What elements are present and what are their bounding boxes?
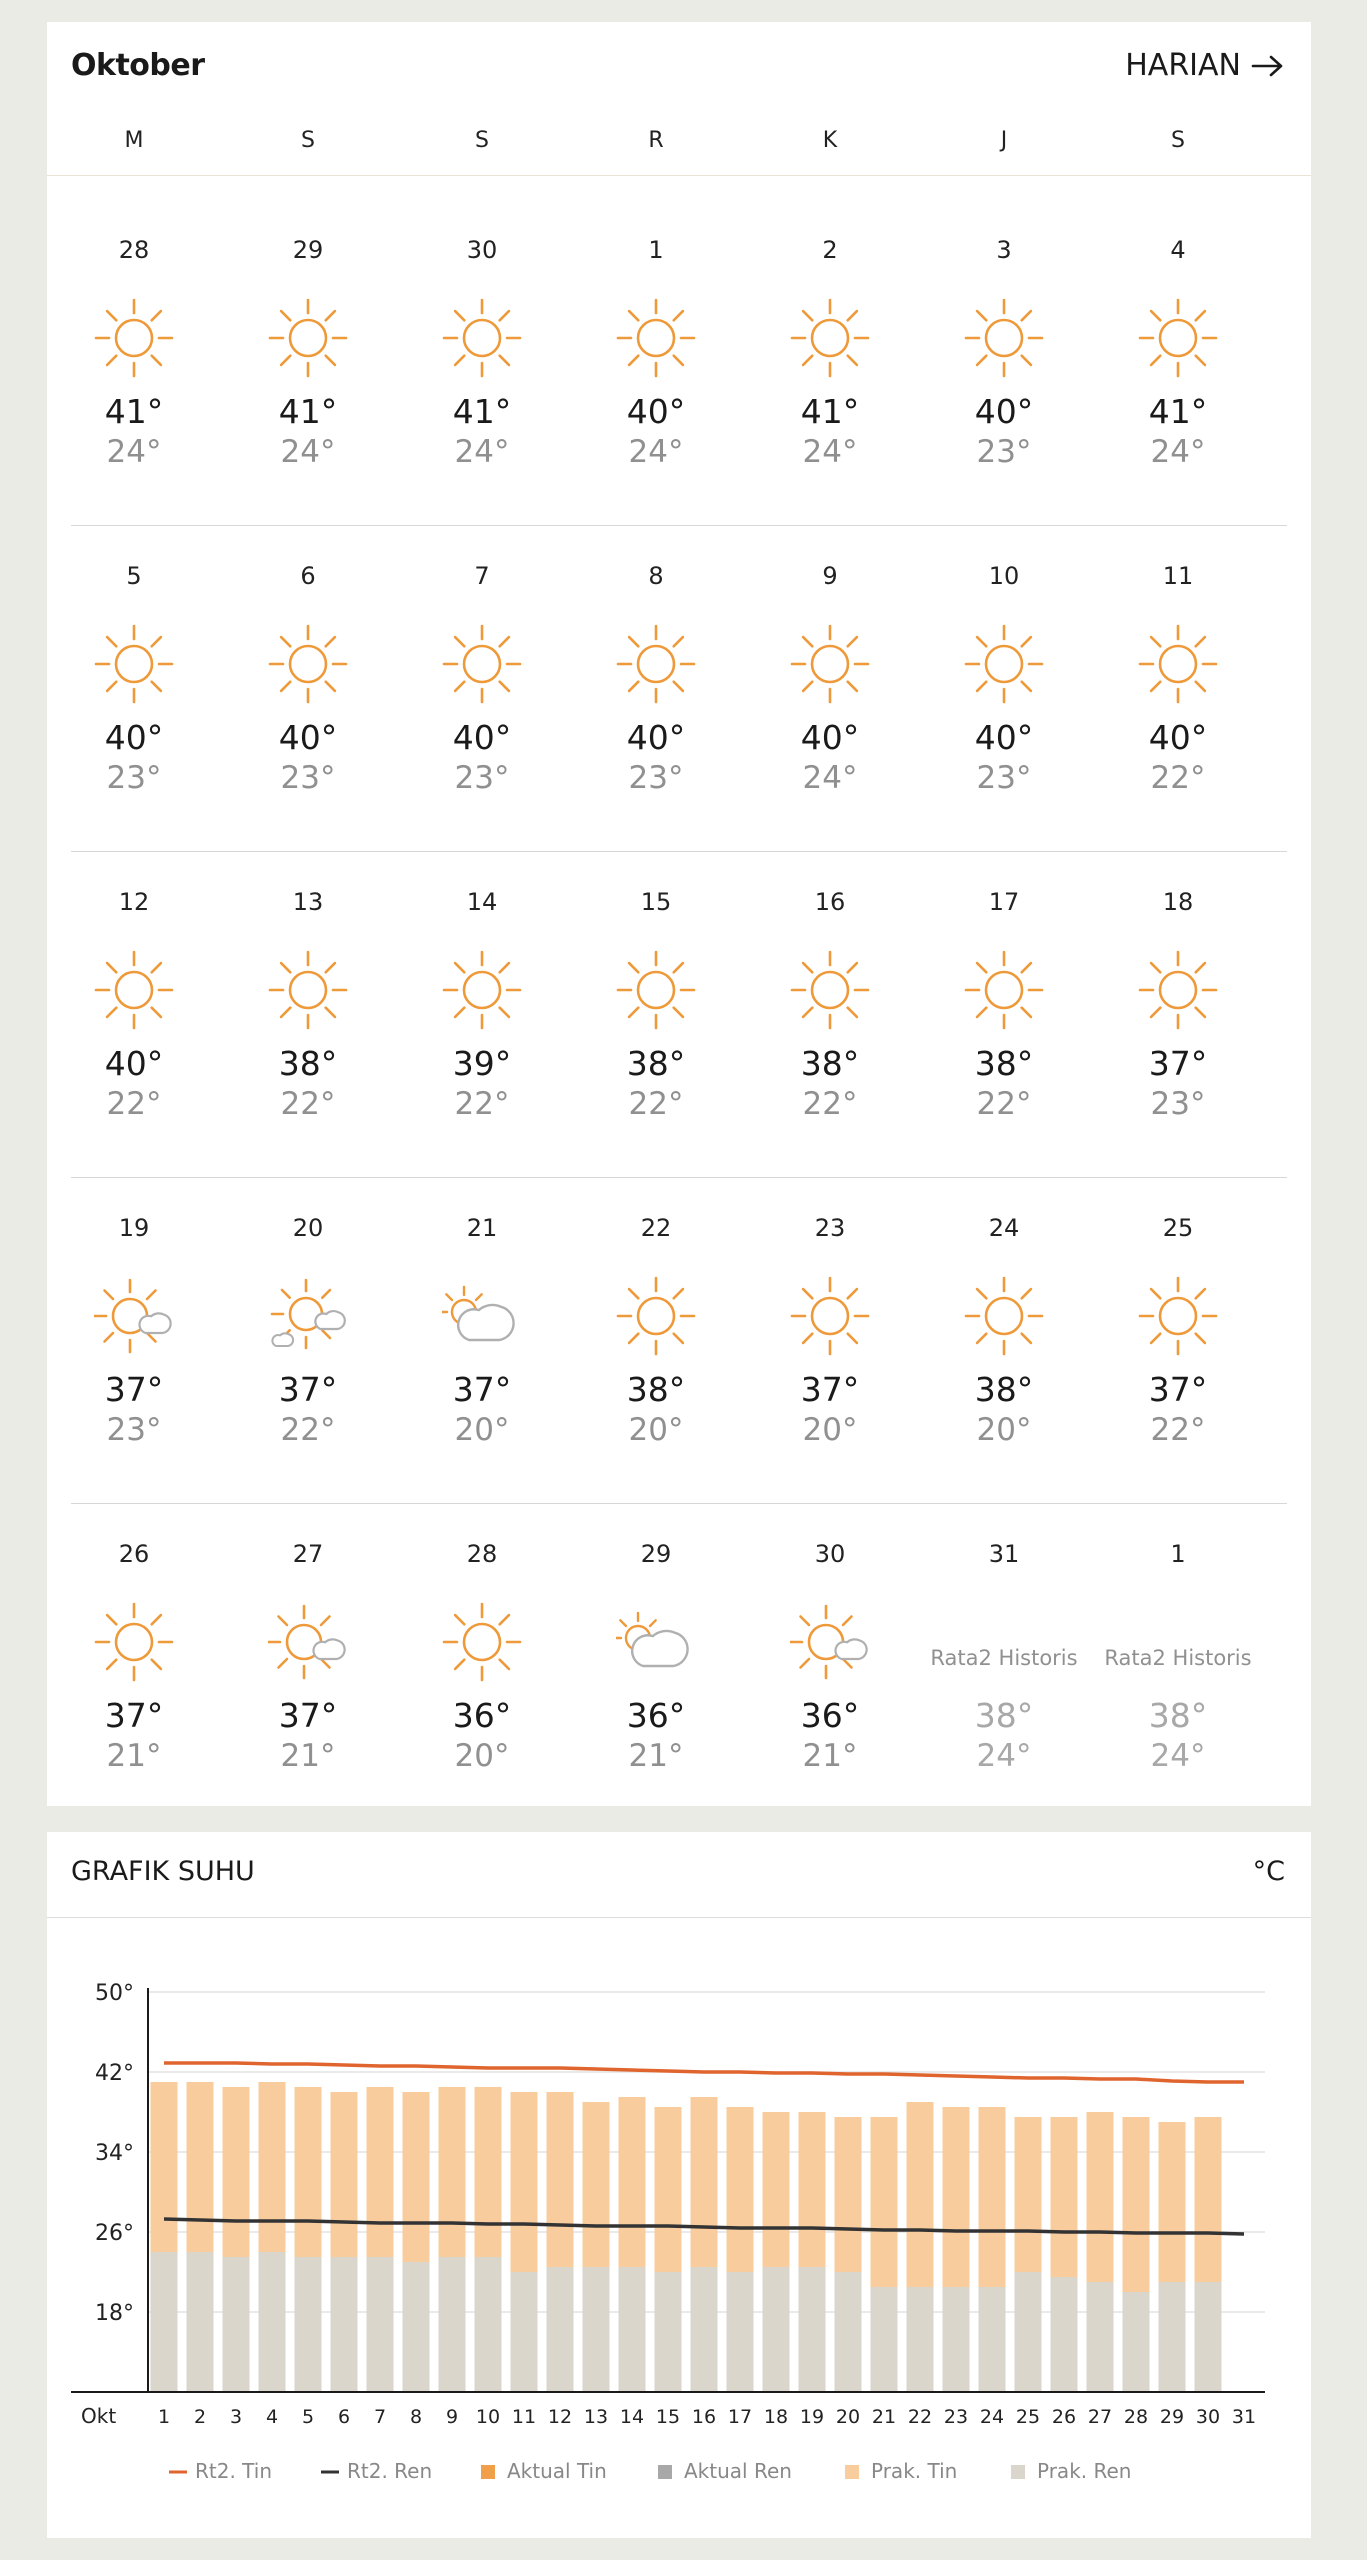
cloudy-icon bbox=[442, 1276, 522, 1356]
low-temp: 24° bbox=[1150, 434, 1206, 470]
y-tick-label: 18° bbox=[95, 2301, 134, 2326]
high-temp: 40° bbox=[974, 392, 1034, 431]
high-temp: 37° bbox=[104, 1370, 164, 1409]
high-temp: 38° bbox=[278, 1044, 338, 1083]
day-cell[interactable] bbox=[221, 1178, 395, 1504]
day-cell[interactable] bbox=[395, 526, 569, 852]
day-number: 18 bbox=[1162, 888, 1194, 916]
low-temp: 22° bbox=[1150, 760, 1206, 796]
low-temp: 22° bbox=[106, 1086, 162, 1122]
x-tick-label: 20 bbox=[835, 2406, 861, 2428]
y-tick-label: 34° bbox=[95, 2141, 134, 2166]
x-tick-label: 24 bbox=[979, 2406, 1005, 2428]
high-temp: 41° bbox=[104, 392, 164, 431]
daily-link-label: HARIAN bbox=[1125, 48, 1241, 83]
day-cell[interactable] bbox=[569, 200, 743, 526]
x-tick-label: 13 bbox=[583, 2406, 609, 2428]
low-temp: 24° bbox=[802, 760, 858, 796]
legend-label: Prak. Tin bbox=[871, 2459, 958, 2483]
forecast-low-bar bbox=[727, 2272, 754, 2392]
day-number: 30 bbox=[814, 1540, 846, 1568]
x-tick-label: 18 bbox=[763, 2406, 789, 2428]
day-number: 25 bbox=[1162, 1214, 1194, 1242]
day-cell[interactable] bbox=[395, 200, 569, 526]
x-tick-label: 17 bbox=[727, 2406, 753, 2428]
day-number: 26 bbox=[118, 1540, 150, 1568]
low-temp: 20° bbox=[454, 1412, 510, 1448]
sun-icon bbox=[268, 298, 348, 378]
forecast-low-bar bbox=[403, 2262, 430, 2392]
high-temp: 37° bbox=[278, 1370, 338, 1409]
forecast-low-bar bbox=[691, 2267, 718, 2392]
sun-icon bbox=[442, 624, 522, 704]
forecast-low-bar bbox=[619, 2267, 646, 2392]
x-tick-label: 31 bbox=[1231, 2406, 1257, 2428]
x-tick-label: 15 bbox=[655, 2406, 681, 2428]
low-temp: 23° bbox=[976, 434, 1032, 470]
forecast-low-bar bbox=[1051, 2277, 1078, 2392]
high-temp: 40° bbox=[626, 392, 686, 431]
day-number: 23 bbox=[814, 1214, 846, 1242]
day-number: 20 bbox=[292, 1214, 324, 1242]
legend-label: Rt2. Tin bbox=[195, 2459, 273, 2483]
high-temp: 37° bbox=[278, 1696, 338, 1735]
high-temp: 38° bbox=[626, 1044, 686, 1083]
high-temp: 38° bbox=[974, 1696, 1034, 1735]
high-temp: 40° bbox=[452, 718, 512, 757]
sun-icon bbox=[442, 1602, 522, 1682]
x-tick-label: 14 bbox=[619, 2406, 645, 2428]
forecast-low-bar bbox=[583, 2267, 610, 2392]
low-temp: 22° bbox=[976, 1086, 1032, 1122]
unit-toggle[interactable]: °C bbox=[1252, 1856, 1285, 1887]
high-temp: 36° bbox=[626, 1696, 686, 1735]
day-number: 29 bbox=[292, 236, 324, 264]
day-number: 5 bbox=[126, 562, 142, 590]
legend-swatch bbox=[658, 2465, 672, 2479]
sun-cloud-icon bbox=[790, 1602, 870, 1682]
chart-header bbox=[47, 1832, 1311, 1918]
day-cell[interactable] bbox=[1091, 200, 1265, 526]
day-cell[interactable] bbox=[569, 1504, 743, 1830]
day-number: 31 bbox=[988, 1540, 1020, 1568]
weekday-label: M bbox=[124, 128, 144, 153]
high-temp: 38° bbox=[800, 1044, 860, 1083]
day-cell[interactable] bbox=[1091, 1504, 1265, 1830]
low-temp: 24° bbox=[976, 1738, 1032, 1774]
calendar-week-row bbox=[47, 526, 1311, 852]
day-cell[interactable] bbox=[917, 1504, 1091, 1830]
x-tick-label: 6 bbox=[337, 2406, 351, 2428]
forecast-low-bar bbox=[799, 2267, 826, 2392]
low-temp: 23° bbox=[106, 760, 162, 796]
x-tick-label: 8 bbox=[409, 2406, 423, 2428]
legend-label: Prak. Ren bbox=[1037, 2459, 1132, 2483]
low-temp: 24° bbox=[454, 434, 510, 470]
forecast-low-bar bbox=[187, 2252, 214, 2392]
low-temp: 22° bbox=[1150, 1412, 1206, 1448]
chart-title: GRAFIK SUHU bbox=[71, 1856, 255, 1887]
day-number: 24 bbox=[988, 1214, 1020, 1242]
sun-icon bbox=[1138, 298, 1218, 378]
low-temp: 24° bbox=[280, 434, 336, 470]
high-temp: 37° bbox=[104, 1696, 164, 1735]
high-temp: 37° bbox=[800, 1370, 860, 1409]
day-number: 30 bbox=[466, 236, 498, 264]
high-temp: 37° bbox=[1148, 1044, 1208, 1083]
day-number: 15 bbox=[640, 888, 672, 916]
low-temp: 20° bbox=[976, 1412, 1032, 1448]
low-temp: 23° bbox=[280, 760, 336, 796]
sun-icon bbox=[964, 950, 1044, 1030]
low-temp: 21° bbox=[106, 1738, 162, 1774]
forecast-low-bar bbox=[367, 2257, 394, 2392]
forecast-low-bar bbox=[943, 2287, 970, 2392]
day-cell[interactable] bbox=[743, 526, 917, 852]
x-tick-label: 7 bbox=[373, 2406, 387, 2428]
day-cell[interactable] bbox=[743, 1504, 917, 1830]
high-temp: 39° bbox=[452, 1044, 512, 1083]
day-number: 1 bbox=[1170, 1540, 1186, 1568]
forecast-low-bar bbox=[151, 2252, 178, 2392]
day-number: 10 bbox=[988, 562, 1020, 590]
sun-icon bbox=[616, 298, 696, 378]
day-cell[interactable] bbox=[743, 852, 917, 1178]
day-number: 14 bbox=[466, 888, 498, 916]
day-cell[interactable] bbox=[47, 852, 221, 1178]
x-tick-label: 21 bbox=[871, 2406, 897, 2428]
x-tick-label: 4 bbox=[265, 2406, 279, 2428]
sun-icon bbox=[94, 298, 174, 378]
x-tick-label: 12 bbox=[547, 2406, 573, 2428]
forecast-low-bar bbox=[763, 2267, 790, 2392]
low-temp: 20° bbox=[454, 1738, 510, 1774]
legend-label: Rt2. Ren bbox=[347, 2459, 433, 2483]
forecast-low-bar bbox=[655, 2272, 682, 2392]
low-temp: 23° bbox=[106, 1412, 162, 1448]
historical-average-label: Rata2 Historis bbox=[930, 1646, 1078, 1670]
weekday-header-row bbox=[47, 122, 1311, 176]
arrow-right-icon bbox=[1251, 54, 1285, 78]
sun-icon bbox=[442, 950, 522, 1030]
high-temp: 38° bbox=[974, 1044, 1034, 1083]
day-number: 27 bbox=[292, 1540, 324, 1568]
forecast-low-bar bbox=[871, 2287, 898, 2392]
day-cell[interactable] bbox=[47, 1178, 221, 1504]
weekday-label: R bbox=[648, 128, 664, 153]
day-number: 6 bbox=[300, 562, 316, 590]
day-cell[interactable] bbox=[569, 526, 743, 852]
day-cell[interactable] bbox=[743, 200, 917, 526]
temperature-chart bbox=[47, 1918, 1311, 2538]
sun-icon bbox=[94, 624, 174, 704]
day-cell[interactable] bbox=[917, 526, 1091, 852]
day-cell[interactable] bbox=[395, 852, 569, 1178]
high-temp: 40° bbox=[800, 718, 860, 757]
x-tick-label: 19 bbox=[799, 2406, 825, 2428]
y-tick-label: 42° bbox=[95, 2061, 134, 2086]
legend-swatch bbox=[845, 2465, 859, 2479]
calendar-week-row bbox=[47, 852, 1311, 1178]
low-temp: 21° bbox=[280, 1738, 336, 1774]
calendar-week-row bbox=[47, 1178, 1311, 1504]
y-tick-label: 50° bbox=[95, 1981, 134, 2006]
sun-icon bbox=[1138, 950, 1218, 1030]
legend-label: Aktual Tin bbox=[507, 2459, 607, 2483]
sun-icon bbox=[94, 1602, 174, 1682]
x-tick-label: 25 bbox=[1015, 2406, 1041, 2428]
low-temp: 22° bbox=[628, 1086, 684, 1122]
day-number: 28 bbox=[118, 236, 150, 264]
legend-swatch bbox=[481, 2465, 495, 2479]
day-number: 28 bbox=[466, 1540, 498, 1568]
sun-icon bbox=[616, 1276, 696, 1356]
calendar-header bbox=[47, 22, 1311, 112]
x-tick-label: 2 bbox=[193, 2406, 207, 2428]
weekday-label: K bbox=[822, 128, 838, 153]
high-temp: 36° bbox=[800, 1696, 860, 1735]
low-temp: 24° bbox=[802, 434, 858, 470]
forecast-low-bar bbox=[331, 2257, 358, 2392]
sun-cloud-icon bbox=[268, 1602, 348, 1682]
x-tick-label: 28 bbox=[1123, 2406, 1149, 2428]
day-cell[interactable] bbox=[221, 1504, 395, 1830]
sun-icon bbox=[790, 950, 870, 1030]
sun-icon bbox=[964, 298, 1044, 378]
low-temp: 23° bbox=[628, 760, 684, 796]
forecast-low-bar bbox=[295, 2257, 322, 2392]
day-cell[interactable] bbox=[395, 1178, 569, 1504]
temperature-chart-card bbox=[47, 1832, 1311, 2538]
low-temp: 20° bbox=[802, 1412, 858, 1448]
forecast-low-bar bbox=[1087, 2282, 1114, 2392]
low-temp: 23° bbox=[454, 760, 510, 796]
day-number: 2 bbox=[822, 236, 838, 264]
day-cell[interactable] bbox=[221, 852, 395, 1178]
high-temp: 41° bbox=[452, 392, 512, 431]
legend-label: Aktual Ren bbox=[684, 2459, 792, 2483]
day-number: 17 bbox=[988, 888, 1020, 916]
high-temp: 41° bbox=[1148, 392, 1208, 431]
sun-icon bbox=[1138, 1276, 1218, 1356]
low-temp: 24° bbox=[1150, 1738, 1206, 1774]
high-temp: 40° bbox=[104, 718, 164, 757]
day-number: 21 bbox=[466, 1214, 498, 1242]
high-temp: 38° bbox=[1148, 1696, 1208, 1735]
x-tick-label: 16 bbox=[691, 2406, 717, 2428]
day-cell[interactable] bbox=[917, 200, 1091, 526]
sun-cloud-icon bbox=[94, 1276, 174, 1356]
historical-average-label: Rata2 Historis bbox=[1104, 1646, 1252, 1670]
forecast-low-bar bbox=[511, 2272, 538, 2392]
low-temp: 24° bbox=[628, 434, 684, 470]
forecast-low-bar bbox=[1123, 2292, 1150, 2392]
weekday-label: S bbox=[301, 128, 315, 153]
sun-icon bbox=[790, 624, 870, 704]
day-cell[interactable] bbox=[569, 852, 743, 1178]
day-cell[interactable] bbox=[917, 852, 1091, 1178]
day-cell[interactable] bbox=[221, 526, 395, 852]
high-temp: 40° bbox=[1148, 718, 1208, 757]
sun-icon bbox=[268, 624, 348, 704]
weekday-label: S bbox=[1171, 128, 1185, 153]
high-temp: 37° bbox=[452, 1370, 512, 1409]
forecast-low-bar bbox=[259, 2252, 286, 2392]
low-temp: 22° bbox=[280, 1412, 336, 1448]
low-temp: 21° bbox=[628, 1738, 684, 1774]
forecast-low-bar bbox=[547, 2267, 574, 2392]
low-temp: 21° bbox=[802, 1738, 858, 1774]
low-temp: 22° bbox=[454, 1086, 510, 1122]
low-temp: 23° bbox=[976, 760, 1032, 796]
x-tick-label: 26 bbox=[1051, 2406, 1077, 2428]
cloudy-icon bbox=[616, 1602, 696, 1682]
low-temp: 24° bbox=[106, 434, 162, 470]
low-temp: 22° bbox=[280, 1086, 336, 1122]
day-cell[interactable] bbox=[569, 1178, 743, 1504]
x-tick-label: 1 bbox=[157, 2406, 171, 2428]
high-temp: 37° bbox=[1148, 1370, 1208, 1409]
sun-icon bbox=[790, 1276, 870, 1356]
day-cell[interactable] bbox=[395, 1504, 569, 1830]
y-tick-label: 26° bbox=[95, 2221, 134, 2246]
x-tick-label: 30 bbox=[1195, 2406, 1221, 2428]
high-temp: 41° bbox=[800, 392, 860, 431]
forecast-low-bar bbox=[223, 2257, 250, 2392]
day-number: 12 bbox=[118, 888, 150, 916]
day-number: 22 bbox=[640, 1214, 672, 1242]
x-tick-label: 5 bbox=[301, 2406, 315, 2428]
sun-icon bbox=[964, 1276, 1044, 1356]
day-number: 29 bbox=[640, 1540, 672, 1568]
x-tick-label: 23 bbox=[943, 2406, 969, 2428]
day-number: 11 bbox=[1162, 562, 1194, 590]
low-temp: 20° bbox=[628, 1412, 684, 1448]
forecast-low-bar bbox=[979, 2287, 1006, 2392]
high-temp: 40° bbox=[974, 718, 1034, 757]
day-number: 7 bbox=[474, 562, 490, 590]
x-tick-label: 29 bbox=[1159, 2406, 1185, 2428]
high-temp: 41° bbox=[278, 392, 338, 431]
sun-icon bbox=[1138, 624, 1218, 704]
day-number: 13 bbox=[292, 888, 324, 916]
x-tick-label: 22 bbox=[907, 2406, 933, 2428]
day-cell[interactable] bbox=[221, 200, 395, 526]
monthly-calendar-card bbox=[47, 22, 1311, 1806]
high-temp: 38° bbox=[626, 1370, 686, 1409]
day-cell[interactable] bbox=[1091, 1178, 1265, 1504]
calendar-week-row bbox=[47, 200, 1311, 526]
day-number: 9 bbox=[822, 562, 838, 590]
day-number: 1 bbox=[648, 236, 664, 264]
weekday-label: J bbox=[1000, 128, 1008, 153]
low-temp: 22° bbox=[802, 1086, 858, 1122]
sun-icon bbox=[616, 950, 696, 1030]
day-number: 19 bbox=[118, 1214, 150, 1242]
forecast-low-bar bbox=[439, 2257, 466, 2392]
day-cell[interactable] bbox=[47, 1504, 221, 1830]
x-tick-label: 3 bbox=[229, 2406, 243, 2428]
calendar-week-row bbox=[47, 1504, 1311, 1830]
forecast-low-bar bbox=[1159, 2282, 1186, 2392]
high-temp: 36° bbox=[452, 1696, 512, 1735]
forecast-low-bar bbox=[835, 2272, 862, 2392]
day-number: 8 bbox=[648, 562, 664, 590]
forecast-low-bar bbox=[475, 2257, 502, 2392]
sun-clouds-icon bbox=[268, 1276, 348, 1356]
x-tick-label: 9 bbox=[445, 2406, 459, 2428]
sun-icon bbox=[94, 950, 174, 1030]
sun-icon bbox=[442, 298, 522, 378]
day-cell[interactable] bbox=[1091, 526, 1265, 852]
forecast-low-bar bbox=[1015, 2272, 1042, 2392]
sun-icon bbox=[268, 950, 348, 1030]
day-cell[interactable] bbox=[47, 526, 221, 852]
day-cell[interactable] bbox=[1091, 852, 1265, 1178]
legend-swatch bbox=[1011, 2465, 1025, 2479]
high-temp: 40° bbox=[278, 718, 338, 757]
sun-icon bbox=[964, 624, 1044, 704]
forecast-low-bar bbox=[1195, 2282, 1222, 2392]
day-number: 4 bbox=[1170, 236, 1186, 264]
sun-icon bbox=[790, 298, 870, 378]
sun-icon bbox=[616, 624, 696, 704]
high-temp: 38° bbox=[974, 1370, 1034, 1409]
day-cell[interactable] bbox=[47, 200, 221, 526]
month-title: Oktober bbox=[71, 48, 205, 83]
forecast-low-bar bbox=[907, 2287, 934, 2392]
weekday-label: S bbox=[475, 128, 489, 153]
day-number: 16 bbox=[814, 888, 846, 916]
day-cell[interactable] bbox=[743, 1178, 917, 1504]
day-number: 3 bbox=[996, 236, 1012, 264]
day-cell[interactable] bbox=[917, 1178, 1091, 1504]
x-tick-label: 11 bbox=[511, 2406, 537, 2428]
x-tick-label: 27 bbox=[1087, 2406, 1113, 2428]
daily-view-link[interactable] bbox=[1125, 48, 1285, 83]
x-axis-prefix-label: Okt bbox=[81, 2404, 117, 2428]
high-temp: 40° bbox=[626, 718, 686, 757]
low-temp: 23° bbox=[1150, 1086, 1206, 1122]
x-tick-label: 10 bbox=[475, 2406, 501, 2428]
high-temp: 40° bbox=[104, 1044, 164, 1083]
